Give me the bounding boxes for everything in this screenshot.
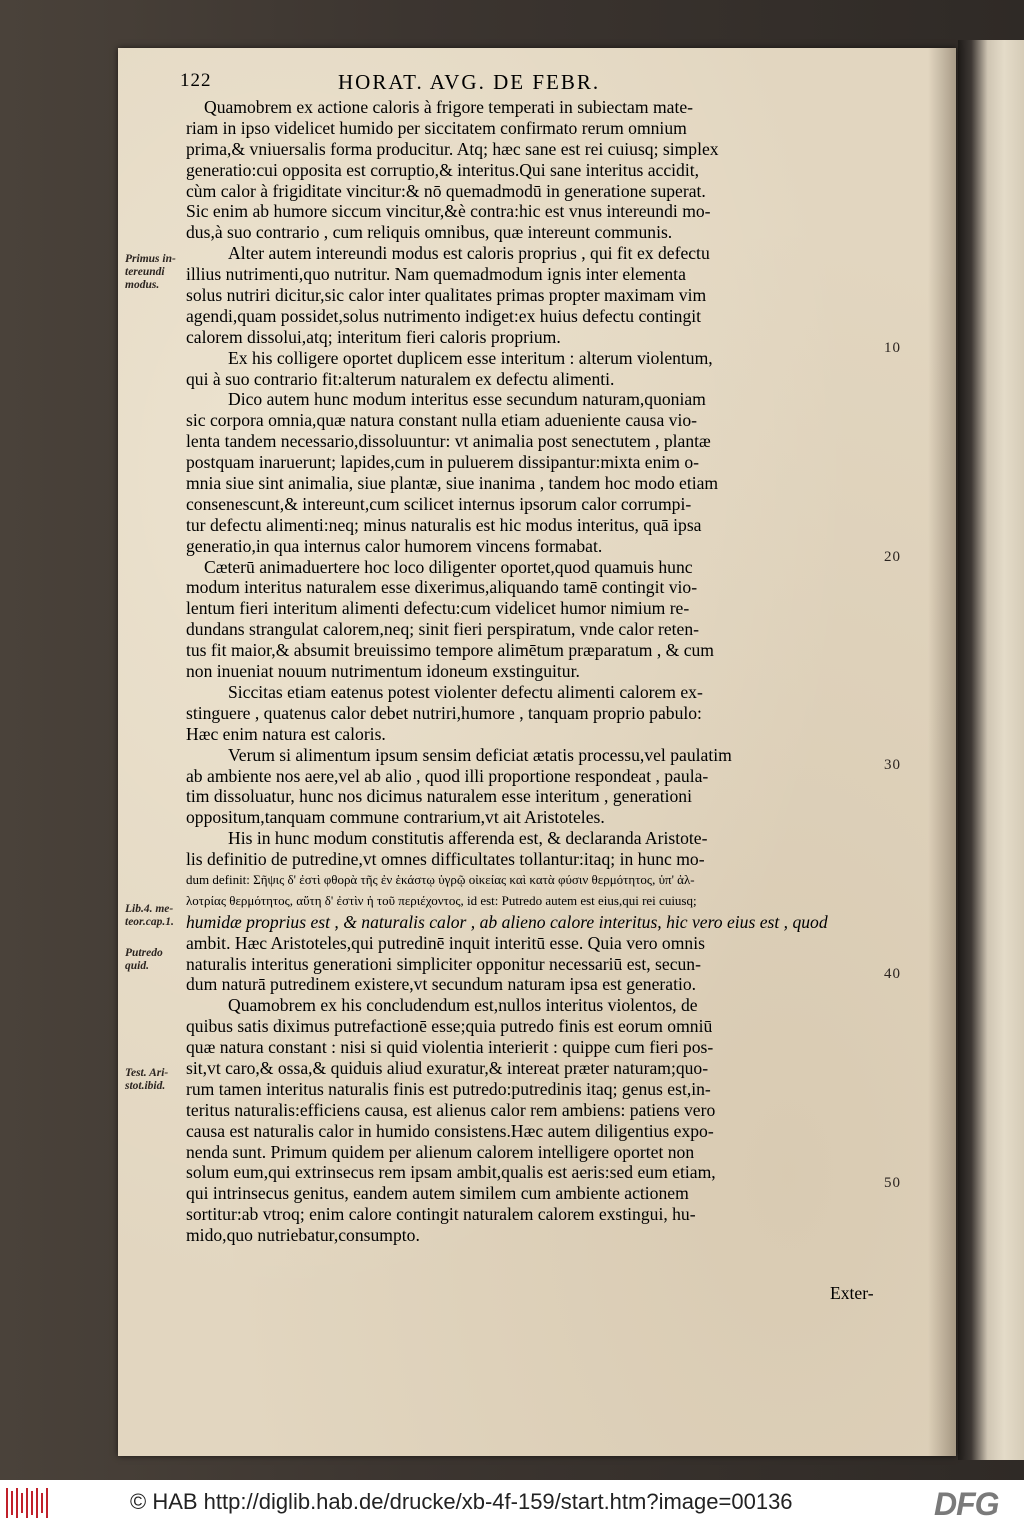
text-line: prima,& vniuersalis forma producitur. Atq; hæc sane est rei cuiusq; simplex [186,138,719,159]
text-line: modum interitus naturalem esse dixerimus,aliquando tamē contingit vio- [186,577,698,598]
text-line: lentum fieri interitum alimenti defectu:cum videlicet humor nimium re- [186,598,690,619]
text-line: naturalis interitus generationi simpliciter opponitur necessariū est, secun- [186,953,701,974]
line-number: 10 [884,340,901,356]
page-header [180,70,780,94]
text-line: ab ambiente nos aere,vel ab alio , quod illi proportione respondeat , paula- [186,765,709,786]
text-line: Sic enim ab humore siccum vincitur,&è contra:hic est vnus intereundi mo- [186,201,711,222]
text-line: mnia siue sint animalia, siue plantæ, siue inanima , tandem hoc modo etiam [186,473,719,494]
text-line: tur defectu alimenti:neq; minus naturalis est hic modus interitus, quā ipsa [186,514,702,535]
text-line: lis definitio de putredine,vt omnes difficultates tollantur:itaq; in hunc mo- [186,849,705,870]
text-line: stinguere , quatenus calor debet nutriri,humore , tanquam proprio pabulo: [186,702,702,723]
text-line: non inueniat nouum nutrimentum idoneum exstinguitur. [186,661,580,682]
text-line: Cæterū animaduertere hoc loco diligenter oportet,quod quamuis hunc [204,556,693,577]
text-line: dus,à suo contrario , cum reliquis omnibus, quæ intereunt communis. [186,222,673,243]
footer-bar [0,1480,1024,1527]
line-number: 40 [884,966,901,982]
text-line: lenta tandem necessario,dissoluuntur: vt animalia post senectutem , plantæ [186,431,711,452]
text-line: Hæc enim natura est caloris. [186,723,386,744]
text-line: solus nutriri dicitur,sic calor inter qualitates primas propter maximam vim [186,285,707,306]
text-line: sit,vt caro,& ossa,& quiduis aliud exuratur,& intereat præter naturam;quo- [186,1057,709,1078]
text-line: solum eum,qui extrinsecus rem ipsam ambit,qualis est aeris:sed eum etiam, [186,1162,716,1183]
text-line: qui à suo contrario fit:alterum naturalem ex defectu alimenti. [186,368,615,389]
text-line: dundans strangulat calorem,neq; sinit fieri perspiratum, vnde calor reten- [186,619,699,640]
text-line: agendi,quam possidet,solus nutrimento indiget:ex huius defectu contingit [186,305,702,326]
text-line: Verum si alimentum ipsum sensim deficiat ætatis processu,vel paulatim [228,744,732,765]
text-line: calorem dissolui,atq; interitum fieri caloris proprium. [186,326,561,347]
marginal-note-line: Primus in- [125,253,176,265]
marginal-note-line: quid. [125,960,149,972]
text-line: tim dissoluatur, hunc nos dicimus naturalem esse interitum , generationi [186,786,692,807]
text-line: Quamobrem ex actione caloris à frigore temperati in subiectam mate- [204,97,693,117]
marginal-note-line: teor.cap.1. [125,916,174,928]
dfg-logo: DFG [934,1486,999,1522]
text-line: qui intrinsecus genitus, eandem autem similem cum ambiente actionem [186,1183,689,1204]
text-line: Dico autem hunc modum interitus esse secundum naturam,quoniam [228,389,706,410]
text-line: His in hunc modum constitutis afferenda est, & declaranda Aristote- [228,828,708,849]
text-line: sic corpora omnia,quæ natura constant nulla etiam adueniente causa vio- [186,410,698,431]
line-number: 30 [884,757,901,773]
marginal-note-line: Test. Ari- [125,1067,169,1079]
text-line: riam in ipso videlicet humido per siccitatem confirmato rerum omnium [186,117,687,138]
marginal-note-line: stot.ibid. [125,1080,166,1092]
body-text [186,97,828,1246]
text-line: Alter autem intereundi modus est caloris proprius , qui fit ex defectu [228,243,710,264]
marginal-note-line: Putredo [125,947,163,959]
text-line: mido,quo nutriebatur,consumpto. [186,1225,420,1246]
marginal-note-line: Lib.4. me- [125,903,174,915]
marginal-note-line: tereundi [125,266,165,278]
marginal-note [125,903,189,929]
marginal-note-line: modus. [125,279,160,291]
text-line: Quamobrem ex his concludendum est,nullos interitus violentos, de [228,995,698,1016]
text-line: generatio:cui opposita est corruptio,& interitus.Qui sane interitus accidit, [186,159,700,180]
text-line: oppositum,tanquam commune contrarium,vt ait Aristoteles. [186,807,605,828]
hab-logo-icon [6,1488,50,1518]
text-line: Siccitas etiam eatenus potest violenter defectu alimenti calorem ex- [228,681,703,702]
text-line: causa est naturalis calor in humido consistens.Hæc autem diligentius expo- [186,1120,714,1141]
text-line: humidæ proprius est , & naturalis calor , ab alieno calore interitus, hic vero eius est , quod [186,911,828,932]
page-number: 122 [180,70,212,91]
text-line: quibus satis diximus putrefactionē esse;quia putredo finis est eorum omniū [186,1016,713,1037]
text-line: dum definit: Σῆψις δ' ἐστὶ φθορὰ τῆς ἐν ἑκάστῳ ὑγρῷ οἰκείας καὶ κατὰ φύσιν θερμότητος, ὑπ' ἀλ- [186,871,695,887]
marginal-note [125,253,189,292]
text-line: λοτρίας θερμότητος, αὕτη δ' ἐστὶν ἡ τοῦ περιέχοντος, id est: Putredo autem est eius,qui rei cuiusq; [186,892,697,908]
text-line: rum tamen interitus naturalis finis est putredo:putredinis itaq; genus est,in- [186,1078,711,1099]
text-line: teritus naturalis:efficiens causa, est alienus calor rem ambiens: patiens vero [186,1099,716,1120]
text-line: nenda sunt. Primum quidem per alienum calorem intelligere oportet non [186,1141,695,1162]
catchword: Exter- [830,1283,874,1303]
text-line: cùm calor à frigiditate vincitur:& nō quemadmodū in generatione superat. [186,180,706,201]
marginal-note [125,947,189,973]
text-line: postquam inaruerunt; lapides,cum in puluerem dissipantur:mixta enim o- [186,452,700,473]
text-line: tus fit maior,& absumit breuissimo tempore alimētum præparatum , & cum [186,640,714,661]
text-line: ambit. Hæc Aristoteles,qui putredinē inquit interitū esse. Quia vero omnis [186,932,705,953]
text-line: generatio,in qua internus calor humorem vincens formabat. [186,535,603,556]
text-line: illius nutrimenti,quo nutritur. Nam quemadmodum ignis inter elementa [186,264,686,285]
text-line: Ex his colligere oportet duplicem esse interitum : alterum violentum, [228,347,713,368]
marginal-note [125,1067,189,1093]
text-line: quæ natura constant : nisi si quid violentia interierit : quippe cum fieri pos- [186,1037,714,1058]
line-number: 20 [884,549,901,565]
text-line: dum naturā putredinem existere,vt secundum naturam ipsa est generatio. [186,974,697,995]
line-number: 50 [884,1175,901,1191]
running-head: HORAT. AVG. DE FEBR. [338,70,601,94]
page-gutter-shadow [928,48,956,1456]
text-line: sortitur:ab vtroq; enim calore contingit naturalem calorem exstingui, hu- [186,1204,696,1225]
text-line: consenescunt,& intereunt,cum scilicet internus ipsorum calor corrumpi- [186,493,692,514]
adjacent-page-edge [958,40,1024,1460]
footer-credit-link[interactable]: © HAB http://diglib.hab.de/drucke/xb-4f-159/start.htm?image=00136 [130,1489,793,1514]
